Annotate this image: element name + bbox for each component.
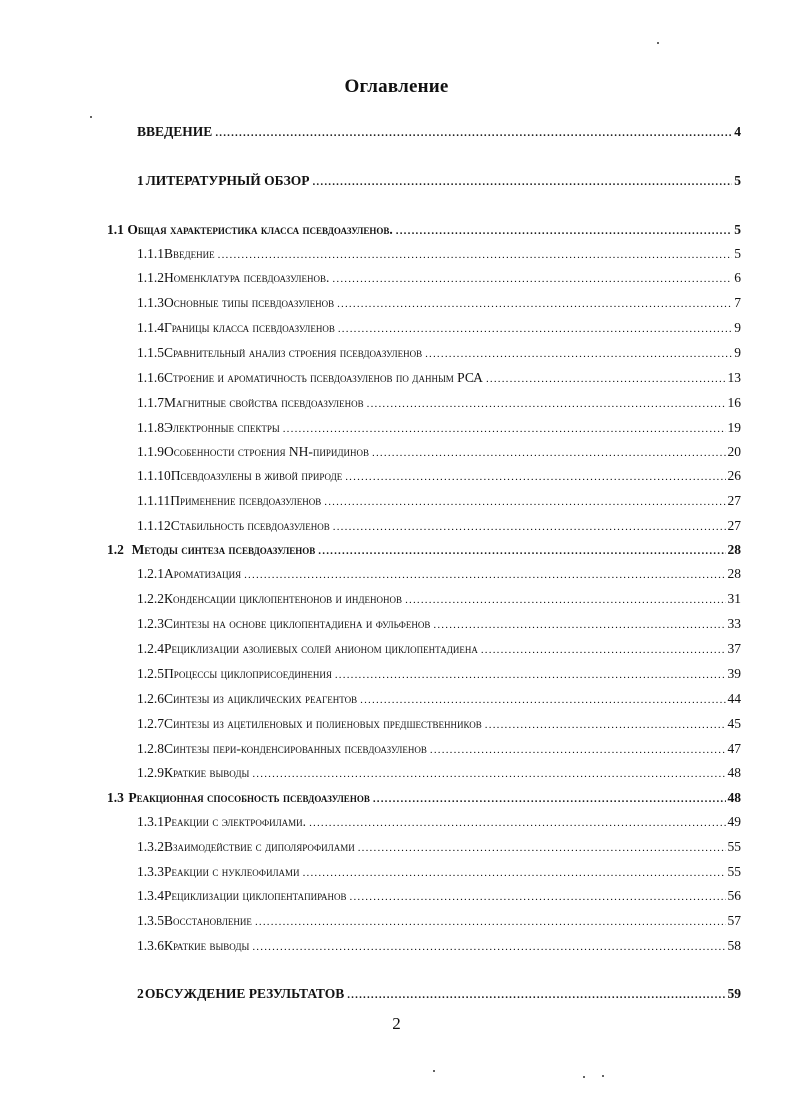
- toc-entry-title: Реакции с электрофилами.: [164, 814, 307, 829]
- dot-leader: [425, 349, 732, 360]
- dot-leader: [218, 250, 733, 261]
- toc-entry-number: 1.3.5: [137, 913, 164, 928]
- dot-leader: [338, 324, 732, 335]
- dot-leader: [337, 299, 732, 310]
- toc-entry-number: 1.3.6: [137, 938, 164, 953]
- toc-entry-number: 1.1.2: [137, 270, 164, 285]
- dot-leader: [309, 818, 725, 829]
- dot-leader: [430, 745, 726, 756]
- toc-entry: [137, 741, 741, 761]
- toc-entry-title: Синтезы из ациклических реагентов: [164, 691, 358, 706]
- toc-entry-title: ВВЕДЕНИЕ: [137, 124, 213, 139]
- toc-entry-page: 59: [727, 986, 741, 1001]
- toc-entry-page: 48: [727, 765, 741, 780]
- toc-entry-number: 1.2.6: [137, 691, 164, 706]
- toc-entry-number: 1.1.4: [137, 320, 164, 335]
- dot-leader: [373, 794, 726, 805]
- toc-entry: [137, 518, 741, 538]
- toc-entry: [137, 986, 741, 1006]
- toc-entry: [137, 124, 741, 144]
- toc-entry-number: 1.1: [107, 222, 124, 237]
- toc-entry: [137, 173, 741, 193]
- toc-entry: [137, 395, 741, 415]
- page-title: Оглавление: [344, 76, 449, 97]
- toc-entry-title: Номенклатура псевдоазуленов.: [164, 270, 330, 285]
- toc-entry-page: 28: [727, 542, 741, 557]
- toc-entry-number: 2: [137, 986, 144, 1001]
- toc-entry-number: 1.1.11: [137, 493, 171, 508]
- dot-leader: [332, 274, 732, 285]
- dot-leader: [405, 595, 725, 606]
- toc-entry-page: 16: [727, 395, 741, 410]
- toc-entry: [137, 493, 741, 513]
- toc-entry-number: 1.1.8: [137, 420, 164, 435]
- dot-leader: [255, 917, 726, 928]
- toc-entry-page: 9: [734, 345, 741, 360]
- toc-entry: [107, 790, 741, 810]
- dot-leader: [252, 769, 725, 780]
- toc-entry-title: Границы класса псевдоазуленов: [164, 320, 335, 335]
- toc-entry-number: 1.1.12: [137, 518, 171, 533]
- toc-entry-title: Рециклизации азолиевых солей анионом циклопентадиена: [164, 641, 478, 656]
- toc-entry-number: 1.3.2: [137, 839, 164, 854]
- toc-entry-page: 26: [727, 468, 741, 483]
- dot-leader: [324, 497, 725, 508]
- scan-speck: [90, 116, 92, 118]
- toc-entry-title: Особенности строения NH-пиридинов: [164, 444, 370, 459]
- toc-entry-page: 49: [727, 814, 741, 829]
- toc-entry: [137, 666, 741, 686]
- toc-entry-page: 5: [734, 246, 741, 261]
- toc-entry-page: 7: [734, 295, 741, 310]
- toc-entry-number: 1.2.3: [137, 616, 164, 631]
- toc-entry-number: 1.2.1: [137, 566, 164, 581]
- toc-entry-title: Ароматизация: [164, 566, 242, 581]
- toc-entry-page: 55: [727, 839, 741, 854]
- toc-entry-number: 1.1.10: [137, 468, 171, 483]
- toc-entry-number: 1.1.1: [137, 246, 164, 261]
- toc-entry-page: 6: [734, 270, 741, 285]
- toc-entry-title: Синтезы из ацетиленовых и полиеновых предшественников: [164, 716, 482, 731]
- dot-leader: [486, 374, 726, 385]
- toc-entry-page: 33: [727, 616, 741, 631]
- toc-entry-title: Конденсации циклопентенонов и инденонов: [164, 591, 403, 606]
- toc-entry: [137, 938, 741, 958]
- toc-entry-number: 1.3: [107, 790, 124, 805]
- toc-entry-page: 5: [734, 222, 741, 237]
- toc-entry-title: Процессы циклоприсоединения: [164, 666, 332, 681]
- toc-entry-page: 5: [734, 173, 741, 188]
- page-number: 2: [392, 1014, 401, 1033]
- dot-leader: [372, 448, 725, 459]
- toc-entry-title: Рециклизации циклопентапиранов: [164, 888, 347, 903]
- toc-entry-title: Реакционная способность псевдоазуленов: [128, 790, 370, 805]
- dot-leader: [360, 695, 725, 706]
- toc-entry-page: 19: [727, 420, 741, 435]
- dot-leader: [312, 177, 732, 188]
- toc-entry-page: 55: [727, 864, 741, 879]
- toc-entry-number: 1.1.6: [137, 370, 164, 385]
- toc-entry-title: Восстановление: [164, 913, 252, 928]
- toc-entry: [137, 420, 741, 440]
- scan-speck: [602, 1075, 604, 1077]
- toc-entry: [137, 566, 741, 586]
- toc-entry-title: Краткие выводы: [164, 938, 250, 953]
- toc-entry-number: 1.2.7: [137, 716, 164, 731]
- toc-entry-page: 56: [727, 888, 741, 903]
- dot-leader: [244, 570, 725, 581]
- toc-entry: [137, 444, 741, 464]
- toc-entry: [107, 542, 741, 562]
- toc-entry: [137, 616, 741, 636]
- toc-entry-title: Псевдоазулены в живой природе: [170, 468, 343, 483]
- dot-leader: [345, 472, 725, 483]
- toc-entry-number: 1.2.8: [137, 741, 164, 756]
- dot-leader: [367, 399, 726, 410]
- toc-entry: [137, 888, 741, 908]
- toc-entry: [137, 370, 741, 390]
- toc-entry-title: Методы синтеза псевдоазуленов: [131, 542, 316, 557]
- dot-leader: [303, 868, 726, 879]
- toc-entry: [137, 345, 741, 365]
- toc-entry-number: 1.1.7: [137, 395, 164, 410]
- toc-entry-page: 13: [727, 370, 741, 385]
- toc-entry: [107, 222, 741, 242]
- toc-entry-page: 27: [727, 493, 741, 508]
- dot-leader: [283, 424, 726, 435]
- toc-entry: [137, 591, 741, 611]
- toc-entry: [137, 320, 741, 340]
- toc-entry-number: 1: [137, 173, 144, 188]
- toc-entry-title: Синтезы пери-конденсированных псевдоазуленов: [164, 741, 427, 756]
- toc-entry-number: 1.3.1: [137, 814, 164, 829]
- toc-entry-title: Магнитные свойства псевдоазуленов: [164, 395, 364, 410]
- toc-entry: [137, 468, 741, 488]
- toc-entry-number: 1.1.3: [137, 295, 164, 310]
- toc-entry: [137, 246, 741, 266]
- toc-entry-title: ЛИТЕРАТУРНЫЙ ОБЗОР: [145, 173, 310, 188]
- toc-entry-page: 57: [727, 913, 741, 928]
- toc-entry-title: ОБСУЖДЕНИЕ РЕЗУЛЬТАТОВ: [144, 986, 345, 1001]
- toc-entry-title: Взаимодействие с диполярофилами: [164, 839, 355, 854]
- toc-entry-number: 1.1.5: [137, 345, 164, 360]
- toc-entry-number: 1.2.4: [137, 641, 164, 656]
- toc-entry: [137, 295, 741, 315]
- dot-leader: [335, 670, 726, 681]
- toc-entry-title: Основные типы псевдоазуленов: [164, 295, 335, 310]
- toc-entry-title: Синтезы на основе циклопентадиена и фульфенов: [164, 616, 431, 631]
- toc-entry: [137, 270, 741, 290]
- toc-entry-page: 39: [727, 666, 741, 681]
- toc-entry: [137, 814, 741, 834]
- toc-entry-page: 27: [727, 518, 741, 533]
- dot-leader: [433, 620, 725, 631]
- dot-leader: [318, 546, 725, 557]
- dot-leader: [481, 645, 726, 656]
- toc-entry-page: 4: [734, 124, 741, 139]
- dot-leader: [333, 522, 726, 533]
- toc-entry-title: Строение и ароматичность псевдоазуленов по данным РСА: [164, 370, 483, 385]
- scan-speck: [657, 42, 659, 44]
- toc-entry-title: Применение псевдоазуленов: [170, 493, 322, 508]
- toc-entry-number: 1.3.3: [137, 864, 164, 879]
- toc-entry-page: 58: [727, 938, 741, 953]
- scan-speck: [583, 1076, 585, 1078]
- toc-entry-title: Электронные спектры: [164, 420, 280, 435]
- toc-entry-number: 1.1.9: [137, 444, 164, 459]
- toc-entry: [137, 691, 741, 711]
- toc-entry-page: 9: [734, 320, 741, 335]
- toc-entry-page: 37: [727, 641, 741, 656]
- dot-leader: [215, 128, 732, 139]
- toc-entry: [137, 839, 741, 859]
- toc-entry-page: 47: [727, 741, 741, 756]
- toc-entry-page: 28: [727, 566, 741, 581]
- toc-entry: [137, 716, 741, 736]
- toc-entry-page: 45: [727, 716, 741, 731]
- toc-entry-page: 31: [727, 591, 741, 606]
- toc-entry-number: 1.2.9: [137, 765, 164, 780]
- toc-entry-page: 48: [727, 790, 741, 805]
- toc-entry: [137, 641, 741, 661]
- toc-entry-title: Общая характеристика класса псевдоазуленов.: [127, 222, 393, 237]
- toc-entry-title: Введение: [164, 246, 215, 261]
- toc-entry: [137, 913, 741, 933]
- dot-leader: [347, 990, 725, 1001]
- dot-leader: [358, 843, 726, 854]
- dot-leader: [350, 892, 726, 903]
- dot-leader: [485, 720, 726, 731]
- toc-entry-number: 1.2.2: [137, 591, 164, 606]
- toc-entry: [137, 864, 741, 884]
- toc-entry-title: Краткие выводы: [164, 765, 250, 780]
- toc-entry-title: Реакции с нуклеофилами: [164, 864, 300, 879]
- toc-entry-page: 44: [727, 691, 741, 706]
- toc-entry-title: Сравнительный анализ строения псевдоазуленов: [164, 345, 423, 360]
- scan-speck: [433, 1070, 435, 1072]
- toc-entry-number: 1.3.4: [137, 888, 164, 903]
- toc-entry-number: 1.2: [107, 542, 124, 557]
- toc-entry-number: 1.2.5: [137, 666, 164, 681]
- toc-entry-page: 20: [727, 444, 741, 459]
- dot-leader: [396, 226, 732, 237]
- toc-entry: [137, 765, 741, 785]
- dot-leader: [252, 942, 725, 953]
- toc-entry-title: Стабильность псевдоазуленов: [170, 518, 330, 533]
